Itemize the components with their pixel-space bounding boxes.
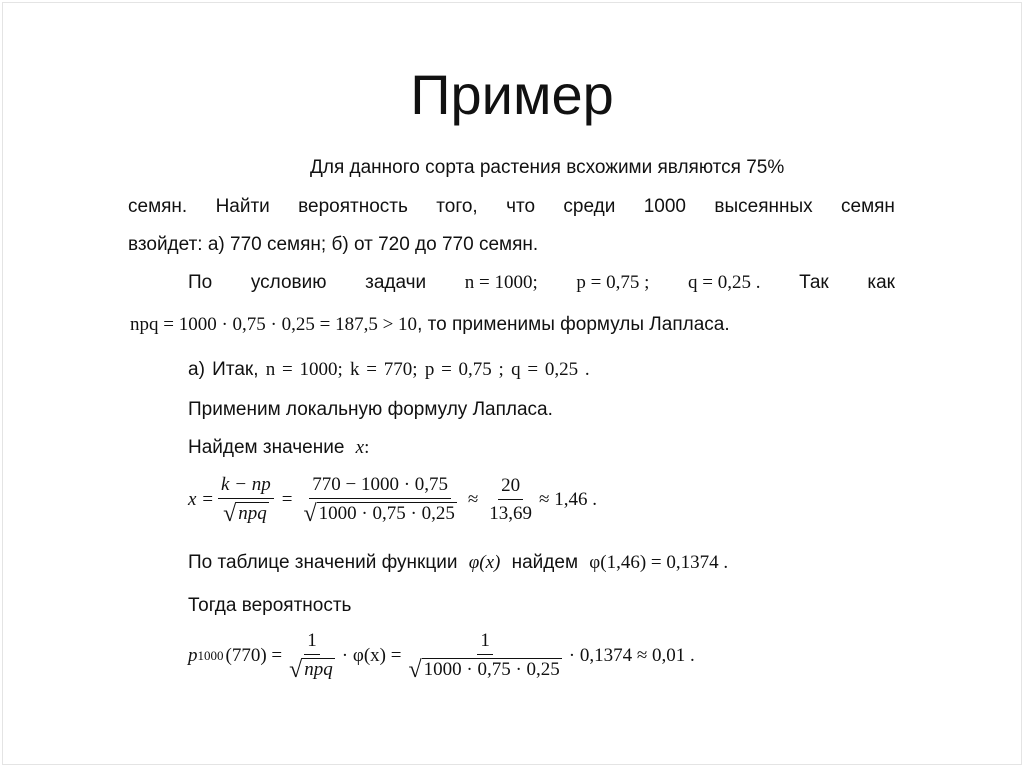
table-line bbox=[188, 551, 728, 575]
numerator: 770 − 1000 · 0,75 bbox=[309, 474, 451, 499]
phi-x: φ(x) bbox=[468, 552, 501, 573]
find-text: найдем bbox=[511, 552, 579, 573]
radicand: npq bbox=[238, 503, 267, 524]
formula-x bbox=[188, 474, 597, 525]
p-value: p = 0,75 ; bbox=[576, 272, 650, 293]
word: По bbox=[188, 272, 213, 293]
word: что bbox=[506, 196, 536, 217]
result: · 0,1374 ≈ 0,01 . bbox=[568, 644, 695, 666]
problem-line-2 bbox=[128, 195, 895, 219]
word: задачи bbox=[365, 272, 427, 293]
radicand: npq bbox=[304, 659, 333, 680]
word: высеянных bbox=[714, 196, 813, 217]
radicand: 1000 · 0,75 · 0,25 bbox=[318, 503, 455, 524]
problem-line-3: взойдет: а) 770 семян; б) от 720 до 770 семян. bbox=[128, 234, 539, 255]
denominator: √ npq bbox=[289, 657, 333, 683]
npq-formula: npq = 1000 · 0,75 · 0,25 = 187,5 > 10 bbox=[130, 314, 418, 335]
find-x-text: Найдем значение bbox=[188, 437, 345, 458]
slide-title: Пример bbox=[410, 63, 614, 126]
npq-text: , то применимы формулы Лапласа. bbox=[417, 314, 730, 335]
word: того, bbox=[436, 196, 478, 217]
denominator: √ 1000 · 0,75 · 0,25 bbox=[303, 501, 455, 527]
fraction bbox=[286, 630, 338, 681]
equals: = bbox=[281, 488, 293, 510]
part-a-line bbox=[188, 358, 590, 382]
find-x-line bbox=[188, 436, 369, 460]
apply-line: Применим локальную формулу Лапласа. bbox=[188, 399, 553, 420]
formula-p bbox=[188, 630, 695, 681]
phi-term: · φ(x) = bbox=[341, 644, 402, 666]
fraction bbox=[301, 474, 460, 525]
p-value: p = 0,75 ; bbox=[424, 359, 504, 380]
npq-line bbox=[130, 313, 730, 337]
word: 1000 bbox=[643, 196, 686, 217]
denominator: √ 1000 · 0,75 · 0,25 bbox=[408, 657, 560, 683]
fraction bbox=[405, 630, 564, 681]
n-value: n = 1000; bbox=[265, 359, 343, 380]
word: семян. bbox=[128, 196, 188, 217]
numerator: 1 bbox=[304, 630, 320, 655]
numerator: k − np bbox=[218, 474, 274, 499]
word: условию bbox=[250, 272, 327, 293]
part-a-label: а) Итак, bbox=[188, 359, 259, 380]
denominator: √ npq bbox=[223, 501, 267, 527]
phi-value: φ(1,46) = 0,1374 . bbox=[589, 552, 729, 573]
p-symbol: p bbox=[188, 644, 198, 666]
prob-label: Тогда вероятность bbox=[188, 595, 352, 616]
x-var: x bbox=[355, 437, 365, 458]
word: Так bbox=[799, 272, 829, 293]
word: Найти bbox=[215, 196, 270, 217]
approx: ≈ bbox=[467, 488, 479, 510]
colon: : bbox=[364, 437, 370, 458]
condition-line bbox=[188, 271, 895, 295]
fraction bbox=[486, 475, 535, 525]
word: как bbox=[867, 272, 895, 293]
q-value: q = 0,25 . bbox=[511, 359, 590, 380]
problem-line-1: Для данного сорта растения всхожими являются 75% bbox=[310, 157, 785, 178]
word: семян bbox=[841, 196, 895, 217]
k-value: k = 770; bbox=[350, 359, 418, 380]
n-value: n = 1000; bbox=[464, 272, 538, 293]
word: вероятность bbox=[298, 196, 408, 217]
argument: (770) = bbox=[225, 644, 283, 666]
denominator: 13,69 bbox=[489, 502, 533, 524]
numerator: 20 bbox=[498, 475, 523, 500]
subscript: 1000 bbox=[197, 647, 224, 663]
numerator: 1 bbox=[477, 630, 493, 655]
formula-lhs: x = bbox=[188, 488, 215, 510]
radicand: 1000 · 0,75 · 0,25 bbox=[423, 659, 560, 680]
q-value: q = 0,25 . bbox=[688, 272, 761, 293]
fraction bbox=[218, 474, 274, 525]
table-text: По таблице значений функции bbox=[188, 552, 458, 573]
result: ≈ 1,46 . bbox=[539, 488, 597, 510]
word: среди bbox=[563, 196, 616, 217]
